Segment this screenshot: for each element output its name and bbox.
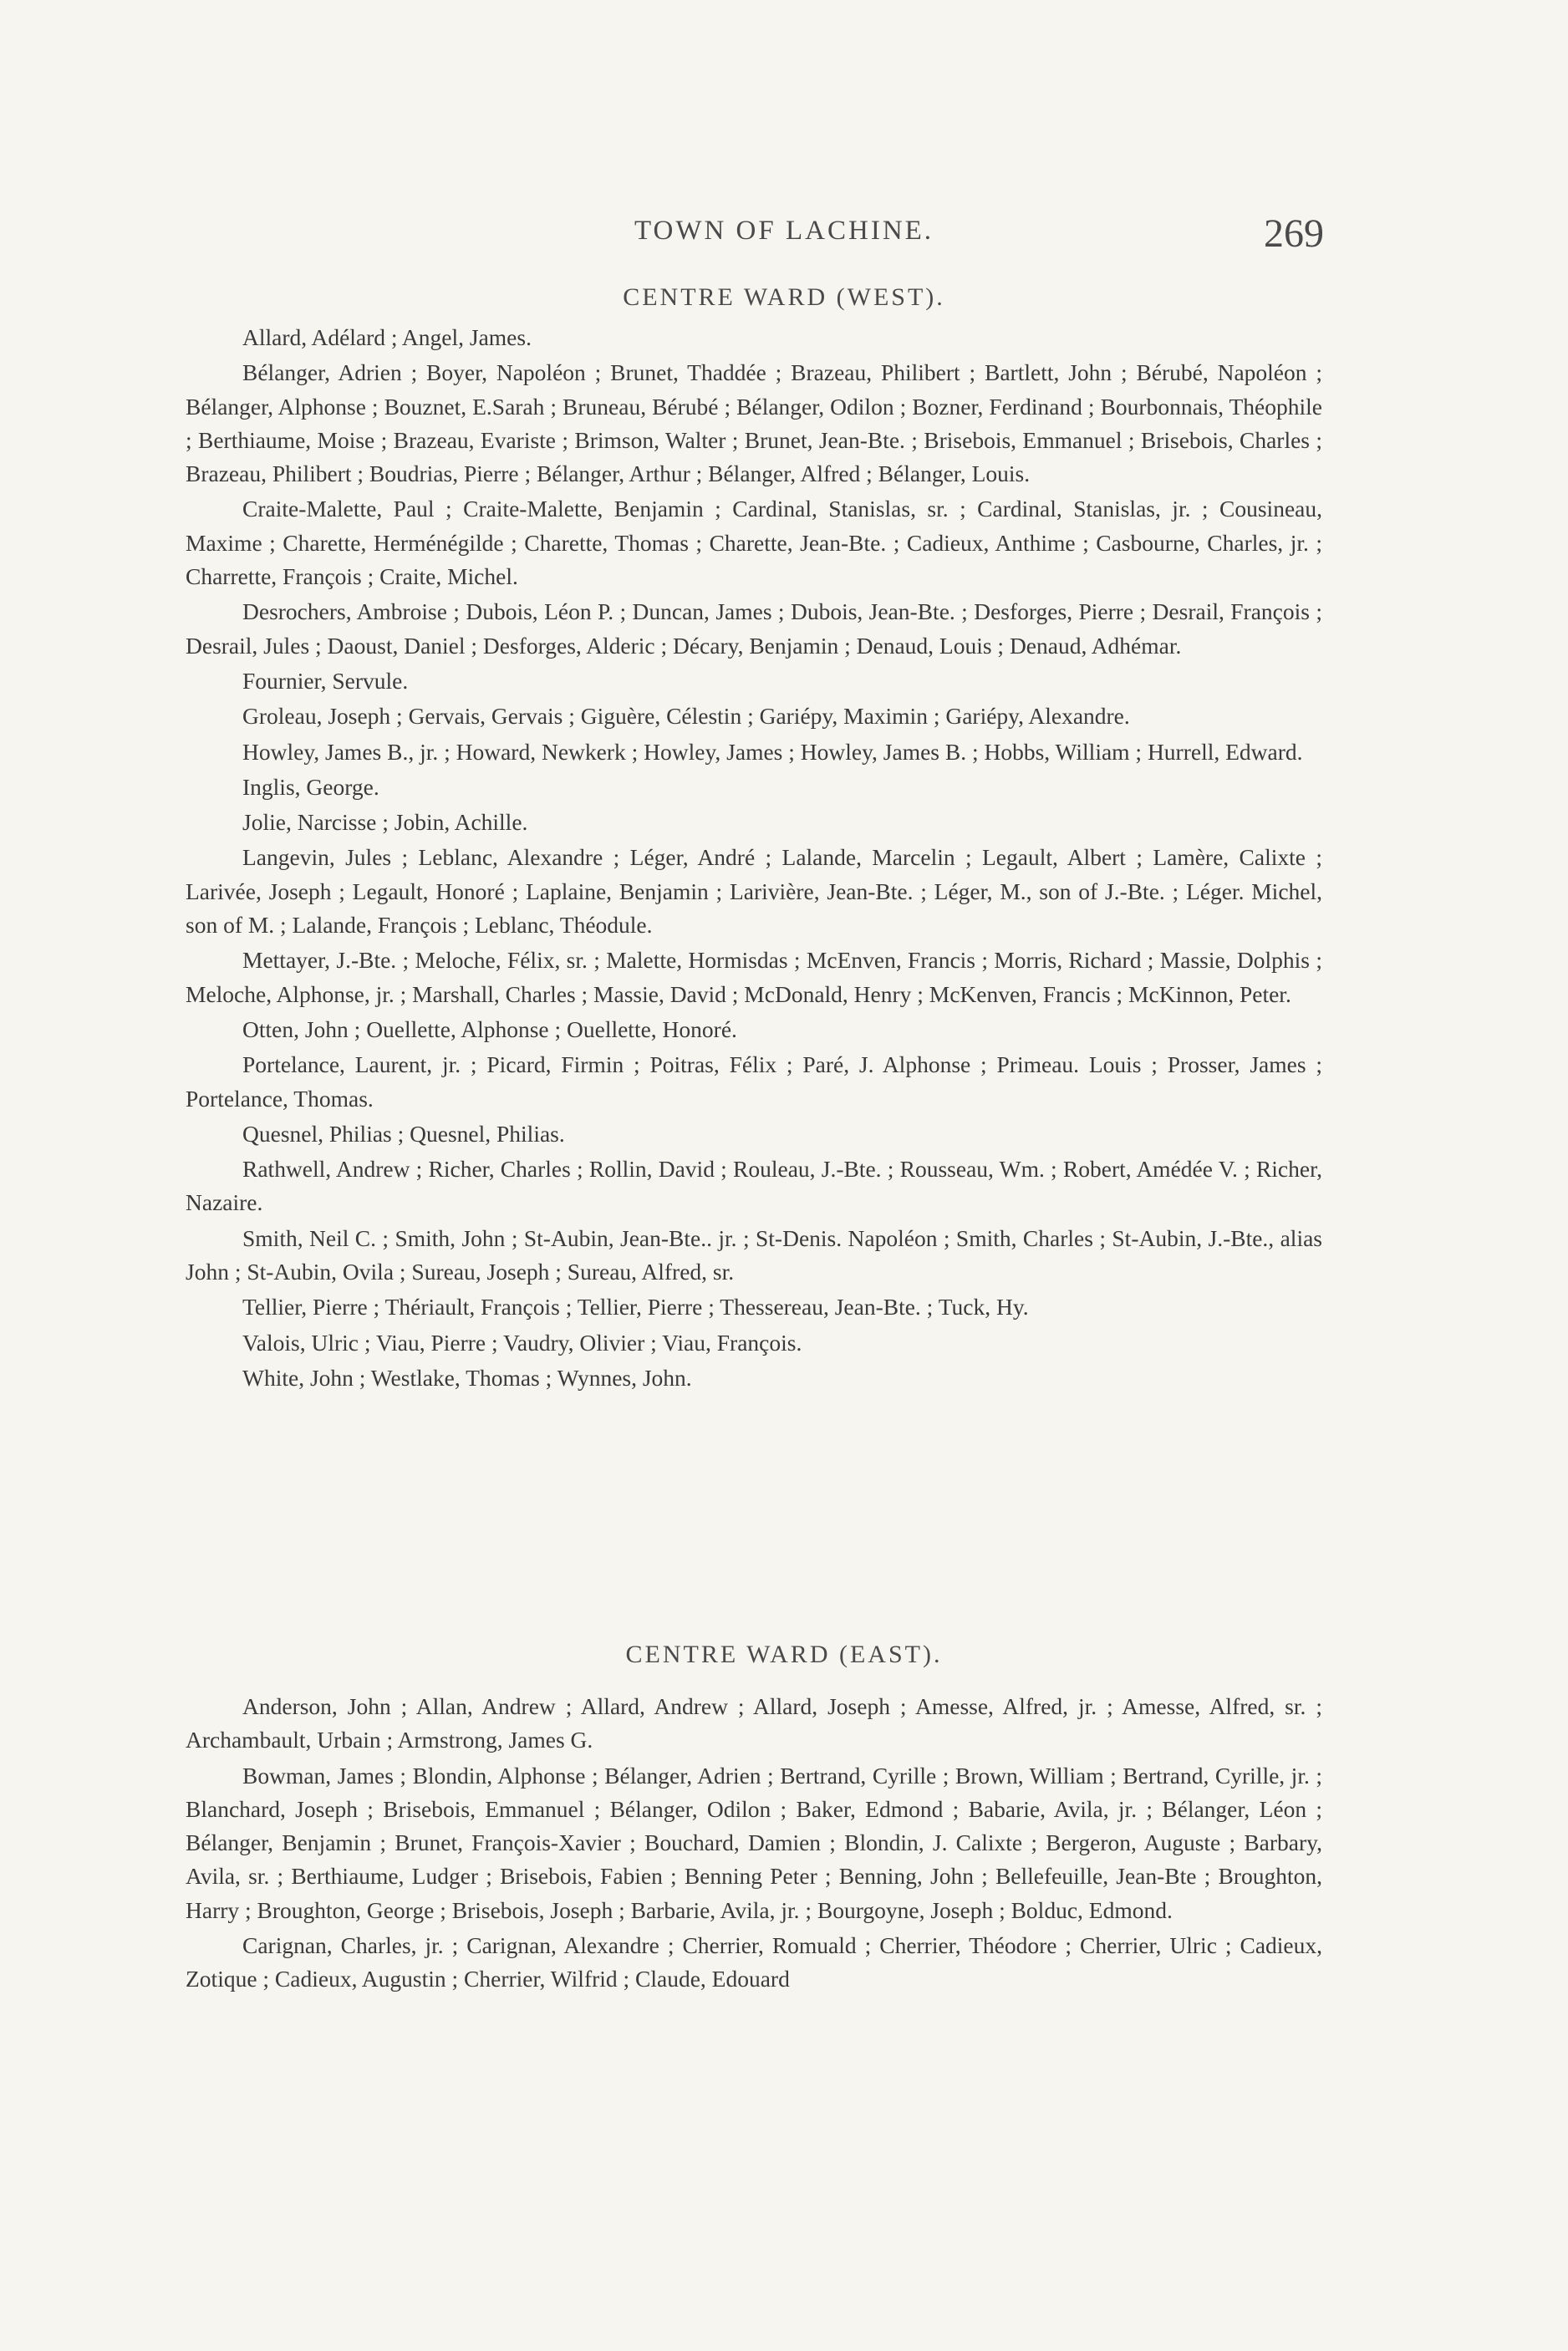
- paragraph-c: Craite-Malette, Paul ; Craite-Malette, Benjamin ; Cardinal, Stanislas, sr. ; Cardinal, Stanislas, jr. ; Cousineau, Maxime ; Charette, Herménégilde ; Charette, Thomas ; Charette, Jean-Bte. ; Cadieux, Anthime ; Casbourne, Charles, jr. ; Charrette, François ; Craite, Michel.: [186, 496, 1322, 590]
- paragraph-a: Anderson, John ; Allan, Andrew ; Allard, Andrew ; Allard, Joseph ; Amesse, Alfred, jr. ; Amesse, Alfred, sr. ; Archambault, Urbain ; Armstrong, James G.: [186, 1693, 1322, 1753]
- paragraph-g: Groleau, Joseph ; Gervais, Gervais ; Giguère, Célestin ; Gariépy, Maximin ; Gariépy, Alexandre.: [242, 703, 1130, 730]
- paragraph-o: Otten, John ; Ouellette, Alphonse ; Ouellette, Honoré.: [242, 1015, 737, 1042]
- paragraph-a: Allard, Adélard ; Angel, James.: [242, 324, 532, 350]
- paragraph-r: Rathwell, Andrew ; Richer, Charles ; Rollin, David ; Rouleau, J.-Bte. ; Rousseau, Wm. ; Robert, Amédée V. ; Richer, Nazaire.: [186, 1156, 1322, 1216]
- paragraph-c: Carignan, Charles, jr. ; Carignan, Alexandre ; Cherrier, Romuald ; Cherrier, Théodore ; Cherrier, Ulric ; Cadieux, Zotique ; Cadieux, Augustin ; Cherrier, Wilfrid ; Claude, Edouard: [186, 1932, 1322, 1992]
- paragraph-d: Desrochers, Ambroise ; Dubois, Léon P. ; Duncan, James ; Dubois, Jean-Bte. ; Desforges, Pierre ; Desrail, François ; Desrail, Jules ; Daoust, Daniel ; Desforges, Alderic ; Décary, Benjamin ; Denaud, Louis ; Denaud, Adhémar.: [186, 598, 1322, 659]
- paragraph-h: Howley, James B., jr. ; Howard, Newkerk ; Howley, James ; Howley, James B. ; Hobbs, William ; Hurrell, Edward.: [242, 738, 1303, 765]
- paragraph-q: Quesnel, Philias ; Quesnel, Philias.: [242, 1120, 565, 1147]
- paragraph-t: Tellier, Pierre ; Thériault, François ; Tellier, Pierre ; Thessereau, Jean-Bte. ; Tuck, Hy.: [242, 1294, 1029, 1321]
- paragraph-m: Mettayer, J.-Bte. ; Meloche, Félix, sr. ; Malette, Hormisdas ; McEnven, Francis ; Morris, Richard ; Massie, Dolphis ; Meloche, Alphonse, jr. ; Marshall, Charles ; Massie, David ; McDonald, Henry ; McKenven, Francis ; McKinnon, Peter.: [186, 947, 1322, 1007]
- section-body-west: [186, 321, 1322, 1397]
- paragraph-l: Langevin, Jules ; Leblanc, Alexandre ; Léger, André ; Lalande, Marcelin ; Legault, Albert ; Lamère, Calixte ; Larivée, Joseph ; Legault, Honoré ; Laplaine, Benjamin ; Larivière, Jean-Bte. ; Léger, M., son of J.-Bte. ; Léger. Michel, son of M. ; Lalande, François ; Leblanc, Théodule.: [186, 844, 1322, 939]
- section-body-east: [186, 1690, 1322, 1998]
- paragraph-j: Jolie, Narcisse ; Jobin, Achille.: [242, 809, 528, 836]
- section-heading-west: CENTRE WARD (WEST).: [623, 283, 945, 311]
- paragraph-f: Fournier, Servule.: [242, 667, 409, 694]
- paragraph-s: Smith, Neil C. ; Smith, John ; St-Aubin, Jean-Bte.. jr. ; St-Denis. Napoléon ; Smith, Charles ; St-Aubin, J.-Bte., alias John ; St-Aubin, Ovila ; Sureau, Joseph ; Sureau, Alfred, sr.: [186, 1224, 1322, 1285]
- paragraph-w: White, John ; Westlake, Thomas ; Wynnes, John.: [242, 1364, 692, 1391]
- paragraph-v: Valois, Ulric ; Viau, Pierre ; Vaudry, Olivier ; Viau, François.: [242, 1329, 802, 1356]
- section-heading-east: CENTRE WARD (EAST).: [625, 1641, 943, 1668]
- paragraph-b: Bélanger, Adrien ; Boyer, Napoléon ; Brunet, Thaddée ; Brazeau, Philibert ; Bartlett, John ; Bérubé, Napoléon ; Bélanger, Alphonse ; Bouznet, E.Sarah ; Bruneau, Bérubé ; Bélanger, Odilon ; Bozner, Ferdinand ; Bourbonnais, Théophile ; Berthiaume, Moise ; Brazeau, Evariste ; Brimson, Walter ; Brunet, Jean-Bte. ; Brisebois, Emmanuel ; Brisebois, Charles ; Brazeau, Philibert ; Boudrias, Pierre ; Bélanger, Arthur ; Bélanger, Alfred ; Bélanger, Louis.: [186, 359, 1322, 487]
- paragraph-i: Inglis, George.: [242, 773, 379, 800]
- page-number: 269: [1264, 211, 1324, 256]
- running-title: TOWN OF LACHINE.: [634, 216, 934, 246]
- paragraph-b: Bowman, James ; Blondin, Alphonse ; Bélanger, Adrien ; Bertrand, Cyrille ; Brown, William ; Bertrand, Cyrille, jr. ; Blanchard, Joseph ; Brisebois, Emmanuel ; Bélanger, Odilon ; Baker, Edmond ; Babarie, Avila, jr. ; Bélanger, Léon ; Bélanger, Benjamin ; Brunet, François-Xavier ; Bouchard, Damien ; Blondin, J. Calixte ; Bergeron, Auguste ; Barbary, Avila, sr. ; Berthiaume, Ludger ; Brisebois, Fabien ; Benning Peter ; Benning, John ; Bellefeuille, Jean-Bte ; Broughton, Harry ; Broughton, George ; Brisebois, Joseph ; Barbarie, Avila, jr. ; Bourgoyne, Joseph ; Bolduc, Edmond.: [186, 1762, 1322, 1923]
- paragraph-p: Portelance, Laurent, jr. ; Picard, Firmin ; Poitras, Félix ; Paré, J. Alphonse ; Primeau. Louis ; Prosser, James ; Portelance, Thomas.: [186, 1051, 1322, 1112]
